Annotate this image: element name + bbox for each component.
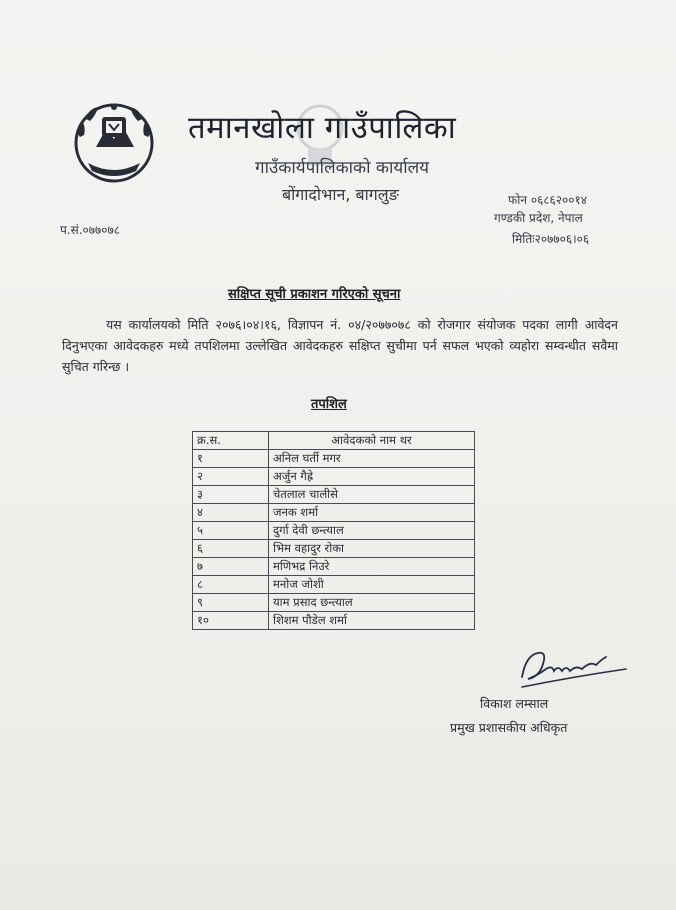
serial-cell: ३ [193, 486, 269, 504]
table-row [193, 594, 475, 612]
serial-cell: १ [193, 450, 269, 468]
table-row [193, 504, 475, 522]
table-row [193, 522, 475, 540]
header-serial: क्र.स. [193, 432, 269, 450]
serial-cell: ८ [193, 576, 269, 594]
reference-number: प.सं.०७७०७८ [60, 223, 120, 237]
table-row [193, 558, 475, 576]
table-row [193, 468, 475, 486]
notice-date: मितिः२०७७०६।०६ [512, 232, 590, 246]
signer-name: विकाश लम्साल [480, 696, 549, 711]
serial-cell: ५ [193, 522, 269, 540]
municipality-title: तमानखोला गाउँपालिका [188, 110, 457, 146]
table-row [193, 540, 475, 558]
table-row [193, 486, 475, 504]
table-header-row [193, 432, 475, 450]
name-cell: चेतलाल चालीसे [269, 486, 475, 504]
notice-body: यस कार्यालयको मिति २०७६।०४।१६, विज्ञापन नं. ०४/२०७७०७८ को रोजगार संयोजक पदका लागी आवेदन दिनुभएका आवेदकहरु मध्ये तपशिलमा उल्लेखित आवेदकहरु सक्षिप्त सुचीमा पर्न सफल भएको व्यहोरा सम्वन्धीत सवैमा सुचित गरिन्छ । [62, 317, 618, 374]
signer-designation: प्रमुख प्रशासकीय अधिकृत [450, 720, 568, 735]
serial-cell: ६ [193, 540, 269, 558]
name-cell: जनक शर्मा [269, 504, 475, 522]
serial-cell: १० [193, 612, 269, 630]
serial-cell: ४ [193, 504, 269, 522]
serial-cell: ९ [193, 594, 269, 612]
handwritten-signature [518, 643, 630, 693]
phone-number: फोन ०६८६२००१४ [508, 193, 587, 207]
name-cell: अनिल घर्ती मगर [269, 450, 475, 468]
name-cell: याम प्रसाद छन्त्याल [269, 594, 475, 612]
name-cell: शिशम पौडेल शर्मा [269, 612, 475, 630]
serial-cell: २ [193, 468, 269, 486]
name-cell: दुर्गा देवी छन्त्याल [269, 522, 475, 540]
serial-cell: ७ [193, 558, 269, 576]
province: गण्डकी प्रदेश, नेपाल [494, 211, 583, 225]
name-cell: भिम वहादुर रोका [269, 540, 475, 558]
notice-title: सक्षिप्त सूची प्रकाशन गरिएको सूचना [228, 287, 401, 302]
office-address: बोंगादोभान, बागलुङ [282, 185, 399, 204]
table-row [193, 576, 475, 594]
office-name: गाउँकार्यपालिकाको कार्यालय [255, 158, 430, 178]
header-name: आवेदकको नाम थर [269, 432, 475, 450]
table-row [193, 450, 475, 468]
table-row [193, 612, 475, 630]
name-cell: मणिभद्र निउरे [269, 558, 475, 576]
nepal-emblem-logo [66, 97, 162, 189]
table-title: तपशिल [311, 397, 347, 412]
shortlist-table [192, 431, 475, 630]
name-cell: अर्जुन गैह्रे [269, 468, 475, 486]
name-cell: मनोज जोशी [269, 576, 475, 594]
